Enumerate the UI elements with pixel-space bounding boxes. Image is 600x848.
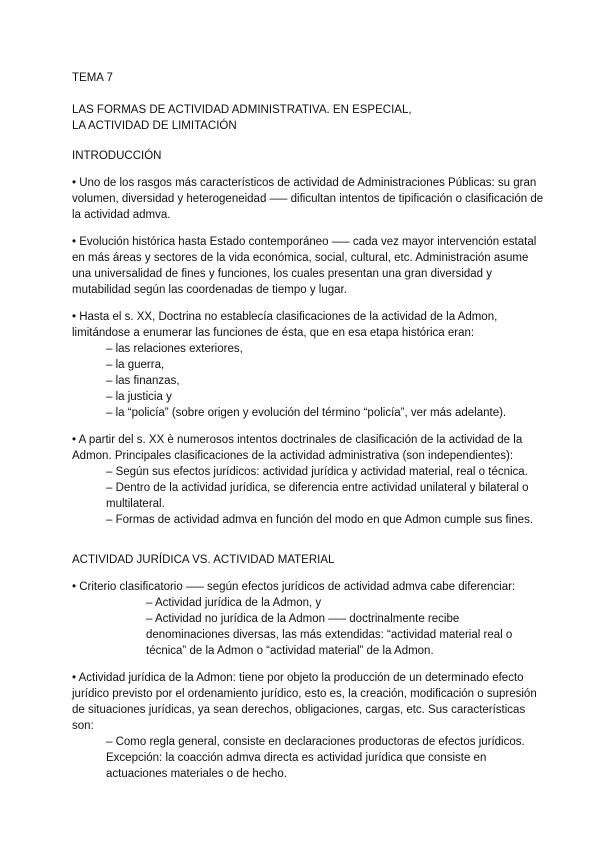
paragraph-line: • Uno de los rasgos más característicos de actividad de Administraciones Públicas: su gran [72,177,537,189]
paragraph-line: la actividad admva. [72,209,171,221]
paragraph-line: en más áreas y sectores de la vida económica, social, cultural, etc. Administración asume [72,252,529,264]
tema-label: TEMA 7 [72,72,113,84]
list-item: multilateral. [106,498,165,510]
list-item: – la guerra, [106,359,165,371]
list-item: – Como regla general, consiste en declaraciones productoras de efectos jurídicos. [106,736,525,748]
list-item: actuaciones materiales o de hecho. [106,768,287,780]
title-line-1: LAS FORMAS DE ACTIVIDAD ADMINISTRATIVA. EN ESPECIAL, [72,104,412,116]
list-item: – Actividad no jurídica de la Admon —– doctrinalmente recibe [146,613,460,625]
paragraph-line: una universalidad de fines y funciones, los cuales presentan una gran diversidad y [72,268,493,280]
title-line-2: LA ACTIVIDAD DE LIMITACIÓN [72,120,237,132]
list-item: Excepción: la coacción admva directa es actividad jurídica que consiste en [106,752,487,764]
list-item: – las relaciones exteriores, [106,343,243,355]
paragraph-line: Admon. Principales clasificaciones de la actividad administrativa (son independientes): [72,450,514,462]
paragraph-line: jurídico previsto por el ordenamiento jurídico, esto es, la creación, modificación o supresión [72,688,537,700]
paragraph-line: • A partir del s. XX è numerosos intentos doctrinales de clasificación de la actividad de la [72,434,523,446]
list-item: – la “policía” (sobre origen y evolución del término “policía”, ver más adelante). [106,407,507,419]
paragraph-line: de situaciones jurídicas, ya sean derechos, obligaciones, cargas, etc. Sus características [72,704,526,716]
list-item: – la justicia y [106,391,172,403]
paragraph-line: • Criterio clasificatorio —– según efectos jurídicos de actividad admva cabe diferenciar: [72,581,516,593]
paragraph-line: • Actividad jurídica de la Admon: tiene por objeto la producción de un determinado efecto [72,672,524,684]
section-heading-intro: INTRODUCCIÓN [72,150,162,162]
paragraph-line: volumen, diversidad y heterogeneidad —– dificultan intentos de tipificación o clasificación de [72,193,544,205]
paragraph-line: limitándose a enumerar las funciones de ésta, que en esa etapa histórica eran: [72,327,475,339]
list-item: – las finanzas, [106,375,180,387]
list-item: técnica” de la Admon o “actividad material” de la Admon. [146,645,434,657]
paragraph-line: mutabilidad según las coordenadas de tiempo y lugar. [72,284,347,296]
list-item: – Dentro de la actividad jurídica, se diferencia entre actividad unilateral y bilateral o [106,482,529,494]
list-item: – Actividad jurídica de la Admon, y [146,597,322,609]
paragraph-line: • Hasta el s. XX, Doctrina no establecía clasificaciones de la actividad de la Admon, [72,311,498,323]
list-item: – Formas de actividad admva en función del modo en que Admon cumple sus fines. [106,514,534,526]
paragraph-line: son: [72,720,94,732]
section-heading-actividad: ACTIVIDAD JURÍDICA VS. ACTIVIDAD MATERIAL [72,554,335,566]
list-item: denominaciones diversas, las más extendidas: “actividad material real o [146,629,513,641]
list-item: – Según sus efectos jurídicos: actividad jurídica y actividad material, real o técnica. [106,466,528,478]
paragraph-line: • Evolución histórica hasta Estado contemporáneo —– cada vez mayor intervención estatal [72,236,537,248]
